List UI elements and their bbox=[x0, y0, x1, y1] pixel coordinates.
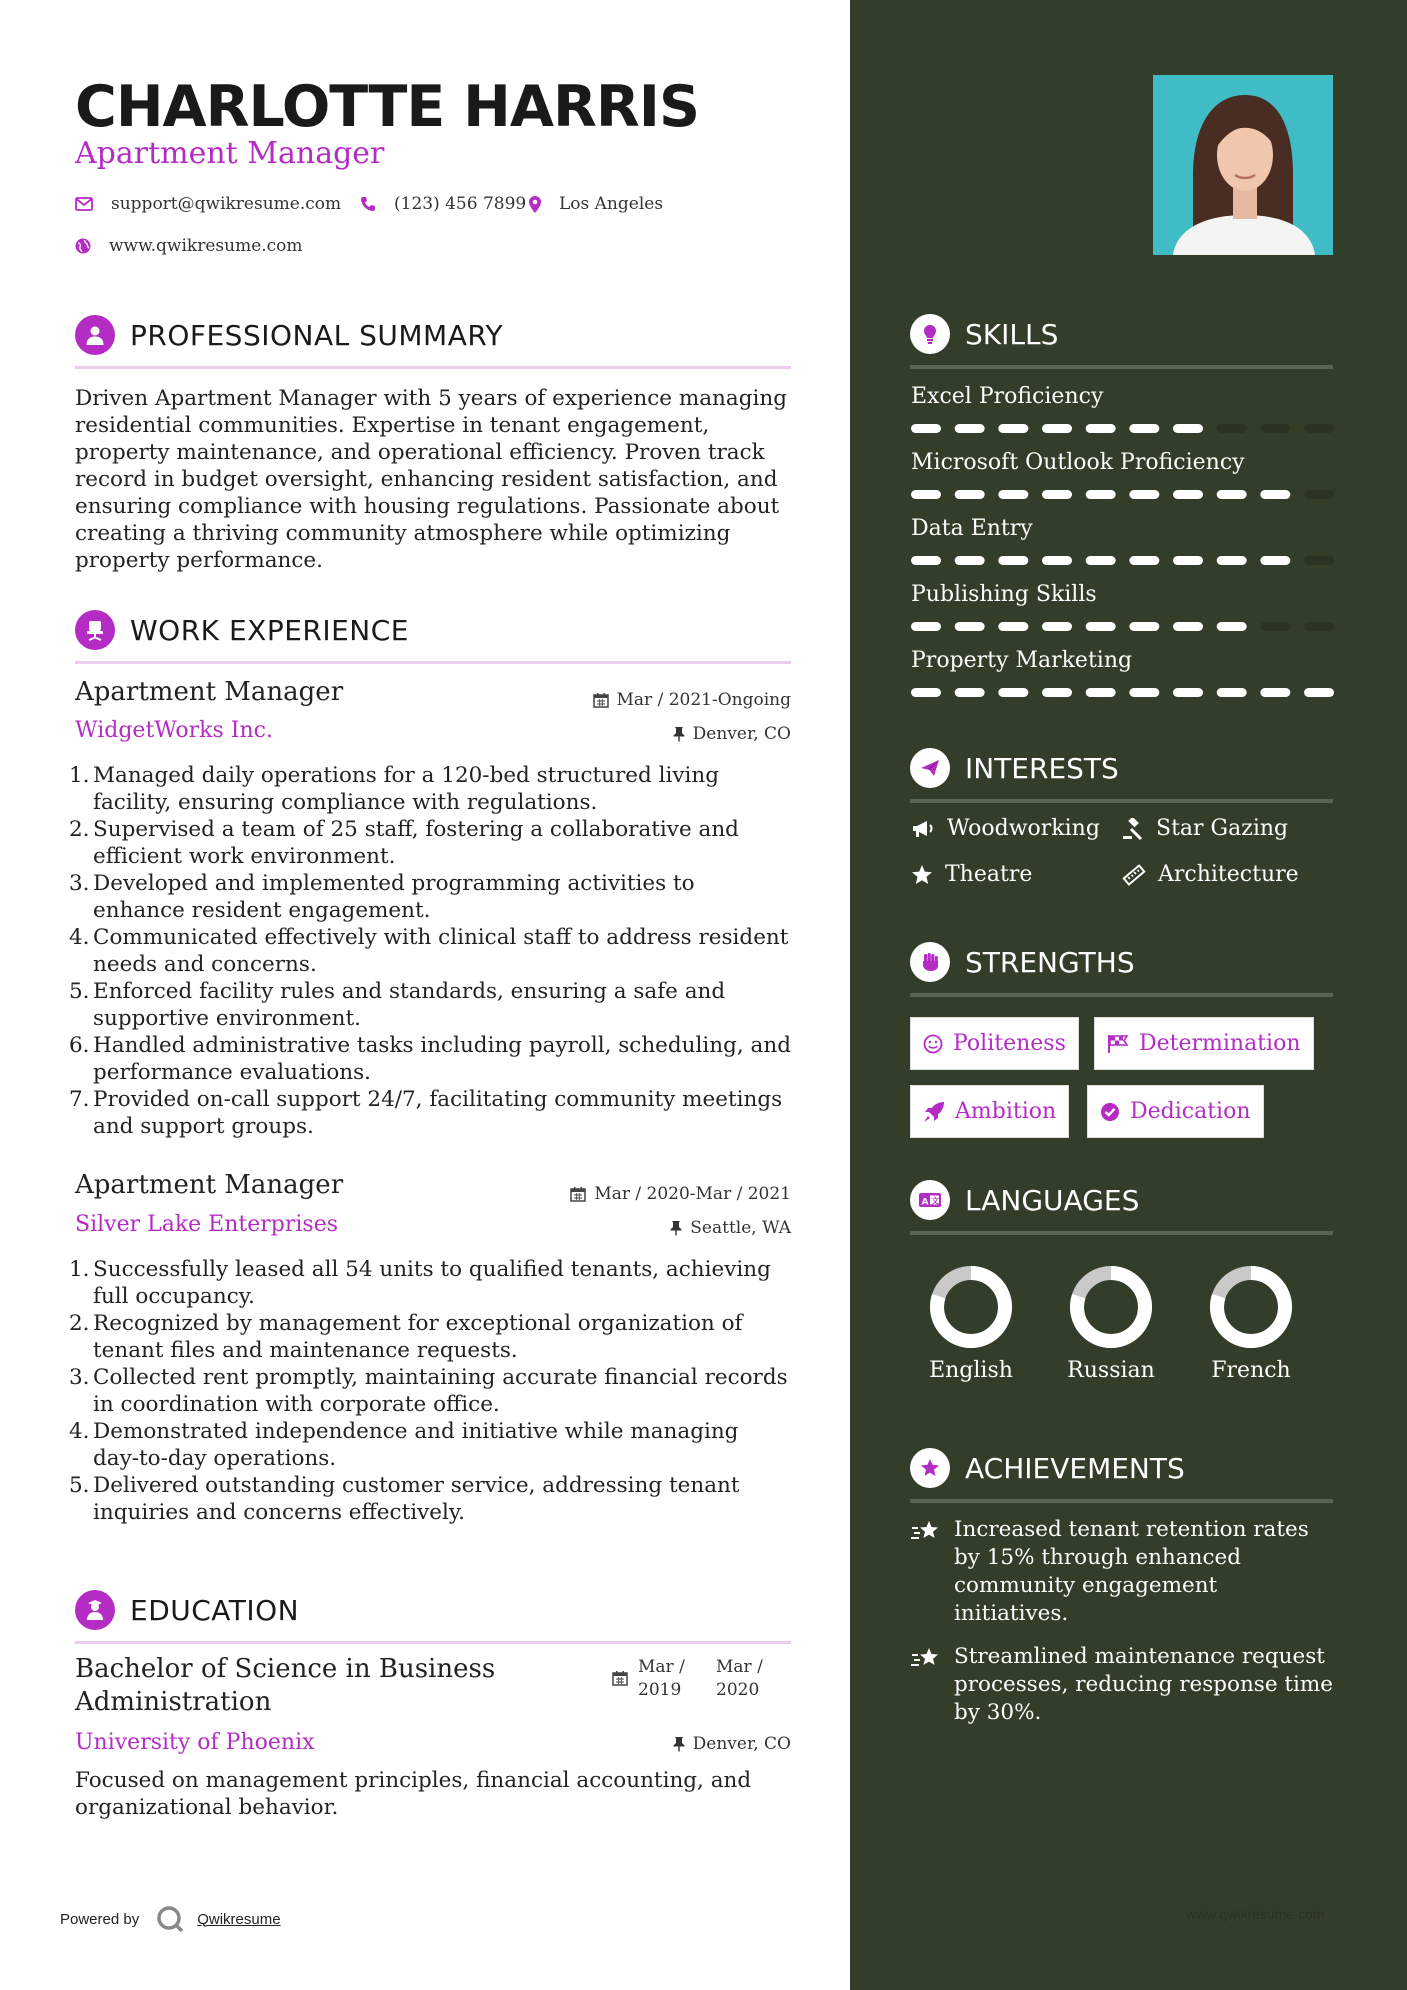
watermark: www.qwikresume.com bbox=[1186, 1906, 1325, 1922]
list-item: 5. Enforced facility rules and standards, ensuring a safe and supportive environment. bbox=[69, 979, 726, 1031]
skills-section-header bbox=[910, 311, 1333, 369]
skill-name: Property Marketing bbox=[911, 648, 1133, 673]
language-label: French bbox=[1211, 1358, 1291, 1383]
experience-heading: WORK EXPERIENCE bbox=[130, 614, 409, 647]
skill-segment-filled bbox=[1260, 490, 1290, 499]
skill-segment-filled bbox=[998, 424, 1028, 433]
education-degree: Bachelor of Science in Business Administration bbox=[75, 1654, 496, 1717]
pushpin-icon bbox=[670, 1220, 682, 1236]
skill-segment-filled bbox=[911, 556, 941, 565]
candidate-name: CHARLOTTE HARRIS bbox=[75, 74, 699, 140]
smile-icon bbox=[923, 1034, 943, 1054]
achievement-item: Increased tenant retention rates by 15% through enhanced community engagement initiatives. bbox=[910, 1516, 1335, 1628]
interests-heading: INTERESTS bbox=[965, 752, 1119, 785]
education-section-header bbox=[75, 1584, 791, 1644]
strength-chip: Ambition bbox=[910, 1085, 1069, 1138]
graduate-icon bbox=[75, 1590, 115, 1630]
skill-segment-empty bbox=[1217, 424, 1247, 433]
skill-segment-filled bbox=[911, 622, 941, 631]
interest-item: Star Gazing bbox=[1122, 816, 1288, 841]
svg-text:A: A bbox=[921, 1197, 929, 1208]
language-label: English bbox=[929, 1358, 1013, 1383]
skill-segment-filled bbox=[1129, 424, 1159, 433]
calendar-icon bbox=[593, 692, 609, 708]
skill-segment-empty bbox=[1260, 424, 1290, 433]
skill-segment-filled bbox=[911, 424, 941, 433]
achievements-heading: ACHIEVEMENTS bbox=[965, 1452, 1185, 1485]
language-item bbox=[1191, 1264, 1311, 1383]
skill-segment-filled bbox=[1086, 622, 1116, 631]
email-text: support@qwikresume.com bbox=[111, 194, 342, 214]
skill-segment-filled bbox=[955, 424, 985, 433]
contact-phone[interactable] bbox=[360, 194, 526, 214]
skill-segment-filled bbox=[1042, 490, 1072, 499]
skill-segment-filled bbox=[1260, 688, 1290, 697]
skill-segment-filled bbox=[1217, 556, 1247, 565]
skill-name: Data Entry bbox=[911, 516, 1033, 541]
strengths-section-header bbox=[910, 939, 1333, 997]
skill-segment-filled bbox=[911, 490, 941, 499]
shooting-star-icon bbox=[910, 1646, 942, 1672]
language-label: Russian bbox=[1067, 1358, 1155, 1383]
skill-segment-filled bbox=[998, 688, 1028, 697]
calendar-icon bbox=[612, 1670, 628, 1690]
shooting-star-icon bbox=[910, 1519, 942, 1545]
job-2-role: Apartment Manager bbox=[75, 1170, 344, 1200]
contact-email[interactable] bbox=[75, 194, 341, 214]
envelope-icon bbox=[75, 197, 93, 211]
skill-segment-filled bbox=[1173, 424, 1203, 433]
website-text: www.qwikresume.com bbox=[109, 236, 303, 256]
skill-segment-filled bbox=[998, 556, 1028, 565]
skill-segment-filled bbox=[1173, 622, 1203, 631]
fist-icon bbox=[910, 942, 950, 982]
pushpin-icon bbox=[673, 1736, 685, 1752]
list-item: 5. Delivered outstanding customer service, addressing tenant inquiries and concerns effectively. bbox=[69, 1473, 740, 1525]
skill-segment-filled bbox=[1173, 556, 1203, 565]
strength-chip: Dedication bbox=[1087, 1085, 1264, 1138]
education-description: Focused on management principles, financial accounting, and organizational behavior. bbox=[75, 1768, 752, 1820]
skill-segment-filled bbox=[955, 556, 985, 565]
skill-segment-filled bbox=[1260, 556, 1290, 565]
flag-icon bbox=[1107, 1034, 1129, 1054]
svg-text:文: 文 bbox=[931, 1196, 940, 1206]
skill-name: Excel Proficiency bbox=[911, 384, 1104, 409]
skill-segment-filled bbox=[1129, 556, 1159, 565]
skill-segment-empty bbox=[1304, 622, 1334, 631]
skill-segment-empty bbox=[1304, 424, 1334, 433]
list-item: 4. Demonstrated independence and initiative while managing day-to-day operations. bbox=[69, 1419, 739, 1471]
paper-plane-icon bbox=[910, 748, 950, 788]
job-1-dates: Mar / 2021-Ongoing bbox=[593, 690, 791, 710]
sidebar bbox=[850, 0, 1407, 1990]
skill-bar bbox=[911, 556, 1334, 565]
skill-name: Publishing Skills bbox=[911, 582, 1097, 607]
job-1-location: Denver, CO bbox=[673, 724, 791, 744]
strength-chip: Politeness bbox=[910, 1017, 1079, 1070]
education-end-date: Mar / 2020 bbox=[716, 1657, 763, 1700]
strengths-heading: STRENGTHS bbox=[965, 946, 1135, 979]
list-item: 3. Developed and implemented programming activities to enhance resident engagement. bbox=[69, 871, 695, 923]
skill-segment-empty bbox=[1304, 490, 1334, 499]
list-item: 7. Provided on-call support 24/7, facilitating community meetings and support groups. bbox=[69, 1087, 783, 1139]
summary-heading: PROFESSIONAL SUMMARY bbox=[130, 319, 504, 352]
education-school: University of Phoenix bbox=[75, 1730, 315, 1755]
language-donut bbox=[928, 1264, 1014, 1350]
skill-segment-filled bbox=[911, 688, 941, 697]
contact-location bbox=[529, 194, 663, 214]
skill-segment-filled bbox=[1129, 490, 1159, 499]
star-icon bbox=[911, 864, 933, 886]
skill-segment-filled bbox=[1304, 688, 1334, 697]
language-donut bbox=[1208, 1264, 1294, 1350]
globe-icon bbox=[75, 238, 91, 254]
skill-segment-filled bbox=[998, 490, 1028, 499]
check-circle-icon bbox=[1100, 1102, 1120, 1122]
languages-heading: LANGUAGES bbox=[965, 1184, 1140, 1217]
lightbulb-icon bbox=[910, 314, 950, 354]
skill-segment-filled bbox=[1173, 490, 1203, 499]
list-item: 2. Recognized by management for exceptional organization of tenant files and maintenance requests. bbox=[69, 1311, 743, 1363]
skill-segment-filled bbox=[998, 622, 1028, 631]
skill-segment-filled bbox=[1217, 622, 1247, 631]
achievement-item: Streamlined maintenance request processes, reducing response time by 30%. bbox=[910, 1643, 1335, 1727]
ruler-icon bbox=[1122, 864, 1146, 886]
summary-text: Driven Apartment Manager with 5 years of experience managing residential communities. Expertise in tenant engagement, property maintenance, and operational efficiency. Proven track record in budget oversight, enhancing resident satisfaction, and ensuring compliance with housing regulations. Passionate about creating a thriving community atmosphere while optimizing property performance. bbox=[75, 386, 787, 573]
qwikresume-logo-icon bbox=[155, 1904, 185, 1934]
language-item bbox=[911, 1264, 1031, 1383]
languages-section-header bbox=[910, 1177, 1333, 1235]
education-start-date: Mar / 2019 bbox=[638, 1657, 685, 1700]
skill-bar bbox=[911, 490, 1334, 499]
summary-section-header bbox=[75, 309, 791, 369]
qwikresume-link[interactable]: Qwikresume bbox=[197, 1910, 281, 1928]
list-item: 3. Collected rent promptly, maintaining accurate financial records in coordination with corporate office. bbox=[69, 1365, 788, 1417]
language-donut bbox=[1068, 1264, 1154, 1350]
phone-icon bbox=[360, 196, 376, 212]
job-1-company: WidgetWorks Inc. bbox=[75, 718, 273, 743]
office-chair-icon bbox=[75, 610, 115, 650]
skill-bar bbox=[911, 424, 1334, 433]
map-marker-icon bbox=[529, 196, 541, 213]
phone-text: (123) 456 7899 bbox=[394, 194, 527, 214]
skill-segment-filled bbox=[1086, 688, 1116, 697]
education-location: Denver, CO bbox=[673, 1734, 791, 1754]
skill-segment-filled bbox=[955, 688, 985, 697]
pushpin-icon bbox=[673, 726, 685, 742]
interests-section-header bbox=[910, 745, 1333, 803]
job-2-company: Silver Lake Enterprises bbox=[75, 1212, 339, 1237]
skill-segment-filled bbox=[1129, 688, 1159, 697]
list-item: 2. Supervised a team of 25 staff, fostering a collaborative and efficient work environment. bbox=[69, 817, 739, 869]
gavel-icon bbox=[1122, 818, 1144, 840]
skill-segment-filled bbox=[1173, 688, 1203, 697]
skill-segment-filled bbox=[1129, 622, 1159, 631]
experience-section-header bbox=[75, 604, 791, 664]
education-heading: EDUCATION bbox=[130, 1594, 300, 1627]
job-2-location: Seattle, WA bbox=[670, 1218, 791, 1238]
skill-bar bbox=[911, 622, 1334, 631]
interest-item: Architecture bbox=[1122, 862, 1299, 887]
skill-segment-filled bbox=[1086, 424, 1116, 433]
translate-icon bbox=[910, 1180, 950, 1220]
contact-website[interactable] bbox=[75, 236, 303, 256]
skill-segment-filled bbox=[955, 622, 985, 631]
megaphone-icon bbox=[911, 819, 935, 839]
skills-heading: SKILLS bbox=[965, 318, 1059, 351]
rocket-icon bbox=[923, 1101, 945, 1123]
skill-segment-filled bbox=[955, 490, 985, 499]
skill-segment-filled bbox=[1042, 688, 1072, 697]
achievements-section-header bbox=[910, 1445, 1333, 1503]
list-item: 6. Handled administrative tasks including payroll, scheduling, and performance evaluations. bbox=[69, 1033, 791, 1085]
skill-bar bbox=[911, 688, 1334, 697]
powered-by: Powered by Qwikresume bbox=[60, 1904, 281, 1934]
skill-segment-empty bbox=[1260, 622, 1290, 631]
list-item: 1. Managed daily operations for a 120-bed structured living facility, ensuring compliance with regulations. bbox=[69, 763, 719, 815]
skill-segment-filled bbox=[1217, 490, 1247, 499]
job-1-role: Apartment Manager bbox=[75, 677, 344, 707]
job-2-dates: Mar / 2020-Mar / 2021 bbox=[570, 1184, 791, 1204]
skill-segment-filled bbox=[1217, 688, 1247, 697]
user-icon bbox=[75, 315, 115, 355]
interest-item: Theatre bbox=[911, 862, 1032, 887]
trophy-star-icon bbox=[910, 1448, 950, 1488]
interest-item: Woodworking bbox=[911, 816, 1100, 841]
skill-segment-filled bbox=[1042, 424, 1072, 433]
skill-segment-filled bbox=[1042, 622, 1072, 631]
job-2-bullets bbox=[69, 1256, 791, 1526]
job-1-bullets bbox=[69, 762, 791, 1140]
skill-segment-filled bbox=[1086, 556, 1116, 565]
profile-photo bbox=[1153, 75, 1333, 255]
list-item: 4. Communicated effectively with clinical staff to address resident needs and concerns. bbox=[69, 925, 789, 977]
skill-segment-empty bbox=[1304, 556, 1334, 565]
skill-name: Microsoft Outlook Proficiency bbox=[911, 450, 1245, 475]
strength-chip: Determination bbox=[1094, 1017, 1314, 1070]
candidate-title: Apartment Manager bbox=[75, 136, 385, 171]
list-item: 1. Successfully leased all 54 units to qualified tenants, achieving full occupancy. bbox=[69, 1257, 771, 1309]
skill-segment-filled bbox=[1086, 490, 1116, 499]
skill-segment-filled bbox=[1042, 556, 1072, 565]
location-text: Los Angeles bbox=[559, 194, 664, 214]
calendar-icon bbox=[570, 1186, 586, 1202]
language-item bbox=[1051, 1264, 1171, 1383]
